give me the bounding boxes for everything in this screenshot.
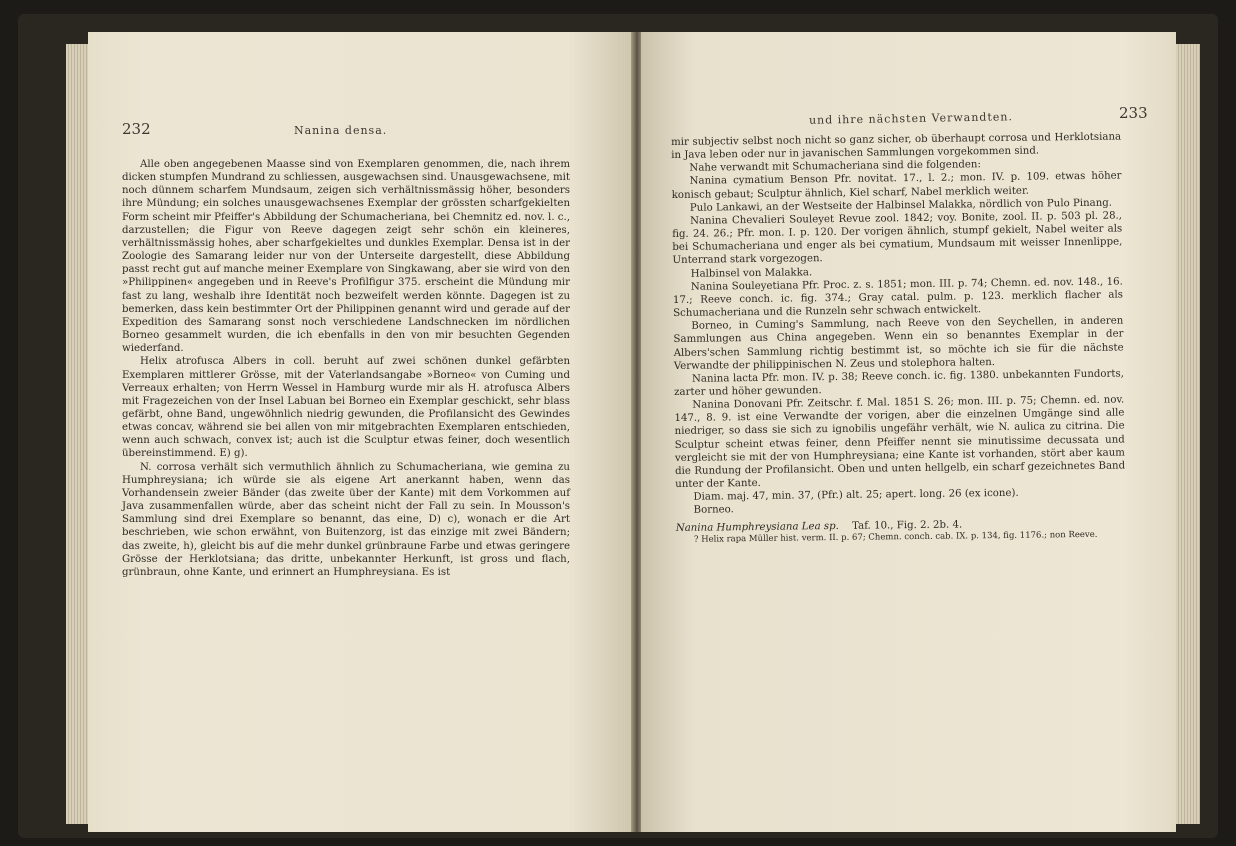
paragraph: Nanina Souleyetiana Pfr. Proc. z. s. 1851; mon. III. p. 74; Chemn. ed. nov. 148., 16. 17.; Reeve conch. ic. fig. 374.; Gray catal. pulm. p. 123. merklich flacher als Schumacheriana und die Runzeln sehr schwach entwickelt. — [672, 276, 1124, 320]
paragraph: Nanina cymatium Benson Pfr. novitat. 17., l. 2.; mon. IV. p. 109. etwas höher konisch gebaut; Sculptur ähnlich, Kiel scharf, Nabel merklich weiter. — [671, 170, 1122, 201]
left-page-edges — [66, 44, 88, 824]
right-page-edges — [1176, 44, 1200, 824]
paragraph: Pulo Lankawi, an der Westseite der Halbinsel Malakka, nördlich von Pulo Pinang. — [689, 197, 1113, 214]
paragraph: N. corrosa verhält sich vermuthlich ähnlich zu Schumacheriana, wie gemina zu Humphreysiana; ich würde sie als eigene Art anerkannt haben, wenn das Vorhandensein zweier Bänder (das zweite über der Kante) mit dem Vorkommen auf Java zusammenfallen würde, aber das scheint nicht der Fall zu sein. In Mousson's Sammlung sind drei Exemplare so benannt, das eine, D) c), wonach er die Art beschrieben, wie schon erwähnt, von Buitenzorg, ist das einzige mit zwei Bändern; das zweite, h), gleicht bis auf die mehr dunkel grünbraune Farbe und etwas geringere Grösse der Herklotsiana; das dritte, unbekannter Herkunft, ist gross und flach, grünbraun, ohne Kante, und erinnert an Humphreysiana. Es ist — [122, 461, 570, 578]
page-number-right: 233 — [1119, 104, 1148, 122]
paragraph: Borneo, in Cuming's Sammlung, nach Reeve von den Seychellen, in anderen Sammlungen aus China angegeben. Wenn ein so benanntes Exemplar in der Albers'schen Sammlung richtig bestimmt ist, so möchte ich sie für die nächste Verwandte der philippinischen N. Zeus und stolephora halten. — [673, 315, 1124, 372]
book-spread — [18, 14, 1218, 838]
paragraph: Nahe verwandt mit Schumacheriana sind die folgenden: — [689, 159, 981, 175]
paragraph: Nanina Chevalieri Souleyet Revue zool. 1842; voy. Bonite, zool. II. p. 503 pl. 28., fig. 24. 26.; Pfr. mon. I. p. 120. Der vorigen ähnlich, stumpf gekielt, Nabel weiter als bei Schumacheriana und enger als bei cymatium, Mundsaum mit weisser Innenlippe, Unterrand stark vorgezogen. — [672, 210, 1123, 267]
paragraph: Alle oben angegebenen Maasse sind von Exemplaren genommen, die, nach ihrem dicken stumpfen Mundrand zu schliessen, ausgewachsen sind. Unausgewachsene, mit noch dünnem scharfem Mundsaum, zeigen sich verhältnissmässig höher, besonders ihre Mündung; ein solches unausgewachsenes Exemplar der grössten scharfgekielten Form scheint mir Pfeiffer's Abbildung der Schumacheriana, bei Chemnitz ed. nov. l. c., darzustellen; die Figur von Reeve dagegen zeigt sehr schön ein kleineres, verhältnissmässig hohes, aber scharfgekieltes und dunkles Exemplar. Densa ist in der Zoologie des Samarang leider nur von der Unterseite dargestellt, diese Abbildung passt recht gut auf manche meiner Exemplare von Singkawang, aber sie wird von den »Philippinen« angegeben und in Reeve's Profilfigur 375. erscheint die Mündung mir fast zu lang, weshalb ihre Identität noch bezweifelt werden könnte. Dagegen ist zu bemerken, dass kein bestimmter Ort der Philippinen genannt wird und gerade auf der Expedition des Samarang sonst noch verschiedene Landschnecken im nördlichen Borneo gesammelt wurden, die ich ebenfalls in den von mir besuchten Gegenden wiederfand. — [122, 159, 570, 355]
running-header-left: Nanina densa. — [294, 124, 388, 137]
paragraph: mir subjectiv selbst noch nicht so ganz sicher, ob überhaupt corrosa und Herklotsiana in Java leben oder nur in javanischen Sammlungen vorgekommen sind. — [671, 131, 1122, 162]
paragraph: Halbinsel von Malakka. — [690, 266, 813, 280]
paragraph: Borneo. — [693, 504, 734, 517]
species-heading: Nanina Humphreysiana Lea sp. — [675, 520, 839, 534]
left-page — [88, 32, 633, 832]
paragraph: Nanina Donovani Pfr. Zeitschr. f. Mal. 1851 S. 26; mon. III. p. 75; Chemn. ed. nov. 147., 8. 9. ist eine Verwandte der vorigen, aber die einzelnen Umgänge sind alle niedriger, so dass sie sich zu ignobilis ungefähr verhält, wie N. aulica zu citrina. Die Sculptur scheint etwas feiner, denn Pfeiffer nennt sie minutissime decussata und vergleicht sie mit der von Humphreysiana; eine Kante ist vorhanden, stört aber kaum die Rundung der Profilansicht. Oben und unten hellgelb, ein scharf gezeichnetes Band unter der Kante. — [674, 394, 1126, 491]
species-plate-reference: Taf. 10., Fig. 2. 2b. 4. — [852, 519, 963, 532]
running-header-right: und ihre nächsten Verwandten. — [808, 110, 1014, 127]
left-page-body — [122, 158, 570, 579]
paragraph: Nanina lacta Pfr. mon. IV. p. 38; Reeve conch. ic. fig. 1380. unbekannten Fundorts, zarter und höher gewunden. — [674, 368, 1125, 398]
species-footnote: ? Helix rapa Müller hist. verm. II. p. 67; Chemn. conch. cab. IX. p. 134, fig. 1176.; non Reeve. — [693, 529, 1098, 545]
right-page-body — [671, 131, 1126, 546]
right-page — [641, 32, 1176, 832]
paragraph: Diam. maj. 47, min. 37, (Pfr.) alt. 25; apert. long. 26 (ex icone). — [693, 487, 1019, 503]
paragraph: Helix atrofusca Albers in coll. beruht auf zwei schönen dunkel gefärbten Exemplaren mittlerer Grösse, mit der Vaterlandsangabe »Borneo« von Cuming und Verreaux erhalten; von Herrn Wessel in Hamburg wurde mir als H. atrofusca Albers mit Fragezeichen von der Insel Labuan bei Borneo ein Exemplar geschickt, sehr blass gefärbt, ohne Band, ungewöhnlich niedrig gewunden, die Profilansicht des Gewindes etwas concav, während sie bei allen von mir mitgebrachten Exemplaren entschieden, wenn auch schwach, convex ist; auch ist die Sculptur etwas feiner, doch wesentlich übereinstimmend. E) g). — [122, 356, 570, 460]
page-number-left: 232 — [122, 120, 151, 138]
